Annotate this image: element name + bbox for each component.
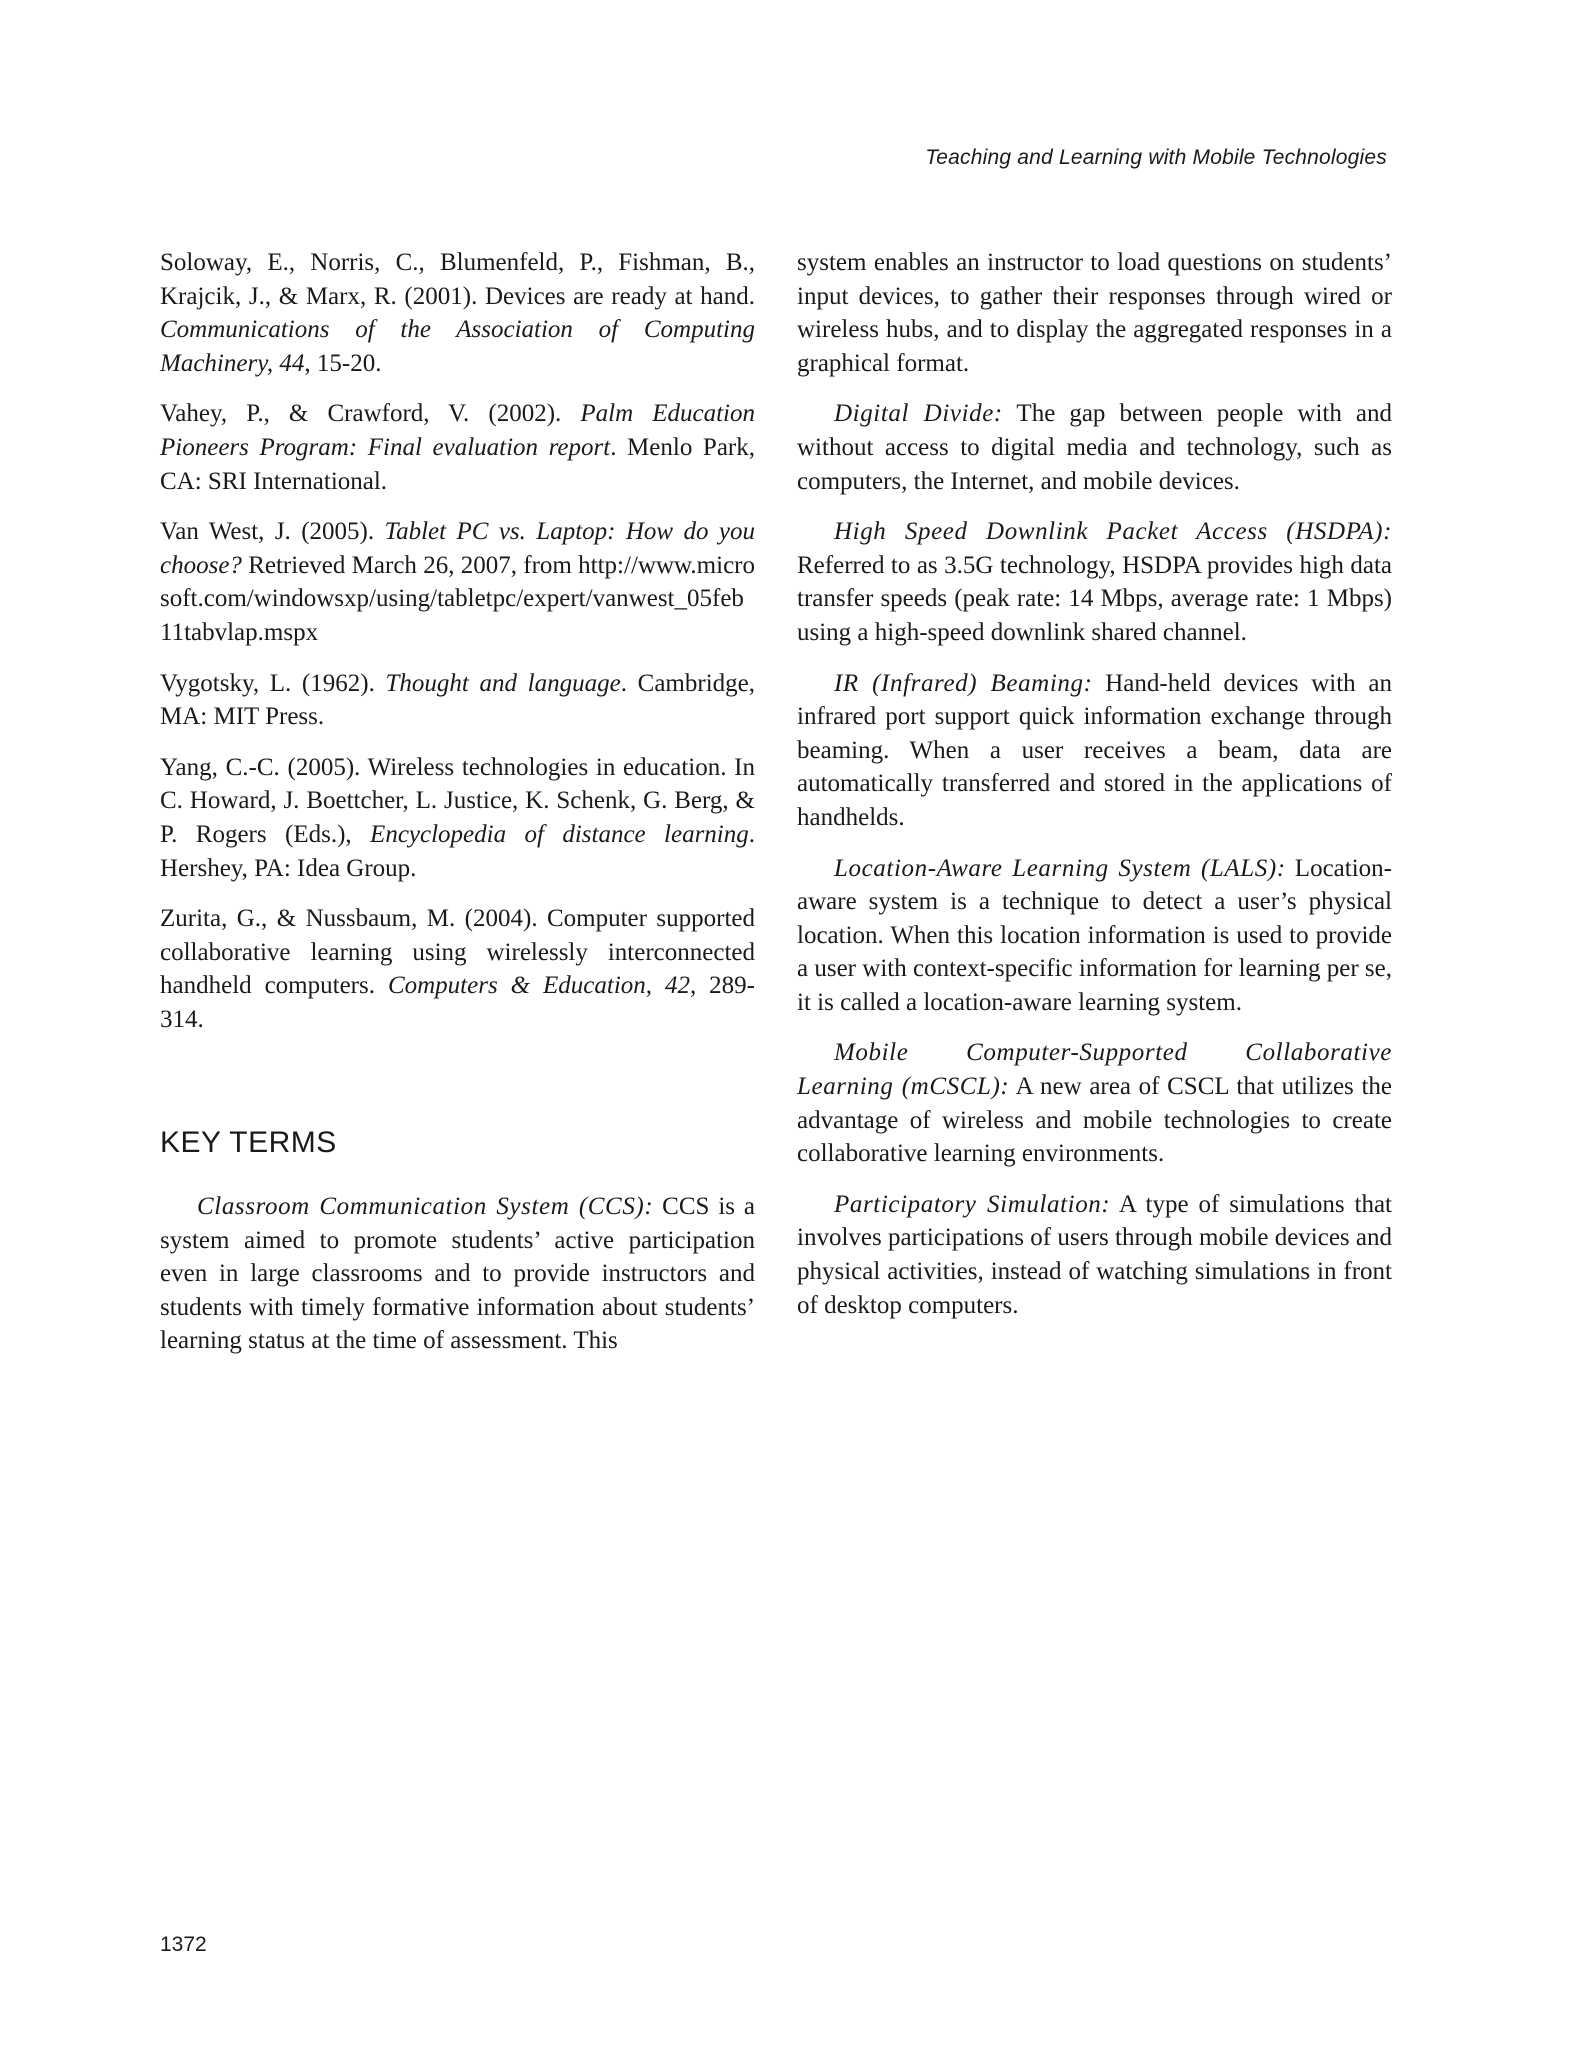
reference-entry: Zurita, G., & Nussbaum, M. (2004). Computer supported collaborative learning using wirelessly interconnected handheld computers. Computers & Education, 42, 289-314. — [160, 905, 756, 1033]
page-number: 1372 — [160, 1933, 207, 1956]
reference-entry: Soloway, E., Norris, C., Blumenfeld, P., Fishman, B., Krajcik, J., & Marx, R. (2001). Devices are ready at hand. Communications of the Association of Computing Machinery, 44, 15-20. — [160, 249, 755, 377]
reference-entry: Vygotsky, L. (1962). Thought and language. Cambridge, MA: MIT Press. — [160, 669, 755, 731]
key-term-digital-divide: Digital Divide: The gap between people with and without access to digital media and technology, such as computers, the Internet, and mobile devices. — [797, 400, 1392, 495]
key-term-participatory-simulation: Participatory Simulation: A type of simulations that involves participations of users through mobile devices and physical activities, instead of watching simulations in front of desktop computers. — [797, 1190, 1393, 1319]
key-term-lals: Location-Aware Learning System (LALS): Location-aware system is a technique to detect a user’s physical location. When this location information is used to provide a user with context-specific information for learning per se, it is called a location-aware learning system. — [797, 854, 1392, 1016]
left-column — [160, 246, 755, 1375]
key-terms-heading: KEY TERMS — [160, 1126, 337, 1160]
reference-entry: Yang, C.-C. (2005). Wireless technologies in education. In C. Howard, J. Boettcher, L. Justice, K. Schenk, G. Berg, & P. Rogers (Eds.), Encyclopedia of distance learning. Hershey, PA: Idea Group. — [160, 753, 755, 882]
key-term-ccs: Classroom Communication System (CCS): CCS is a system aimed to promote students’ active participation even in large classrooms and to provide instructors and students with timely formative information about students’ learning status at the time of assessment. This — [160, 1193, 755, 1355]
key-term-ccs-continued: system enables an instructor to load questions on students’ input devices, to gather their responses through wired or wireless hubs, and to display the aggregated responses in a graphical format. — [797, 249, 1392, 377]
reference-list — [160, 246, 755, 1036]
key-term-mcscl: Mobile Computer-Supported Collaborative Learning (mCSCL): A new area of CSCL that utilizes the advantage of wireless and mobile technologies to create collaborative learning environments. — [797, 1039, 1392, 1168]
right-column — [797, 246, 1392, 1339]
running-header: Teaching and Learning with Mobile Technologies — [925, 146, 1387, 169]
reference-entry: Vahey, P., & Crawford, V. (2002). Palm Education Pioneers Program: Final evaluation report. Menlo Park, CA: SRI International. — [160, 400, 756, 495]
key-term-hsdpa: High Speed Downlink Packet Access (HSDPA): Referred to as 3.5G technology, HSDPA provides high data transfer speeds (peak rate: 14 Mbps, average rate: 1 Mbps) using a high-speed downlink shared channel. — [797, 518, 1392, 646]
key-term-ir-beaming: IR (Infrared) Beaming: Hand-held devices with an infrared port support quick information exchange through beaming. When a user receives a beam, data are automatically transferred and stored in the applications of handhelds. — [797, 669, 1392, 831]
reference-entry: Van West, J. (2005). Tablet PC vs. Laptop: How do you choose? Retrieved March 26, 2007, from http://www.microsoft.com/windowsxp/using/tabletpc/expert/vanwest_05feb11tabvlap.mspx — [160, 518, 755, 646]
